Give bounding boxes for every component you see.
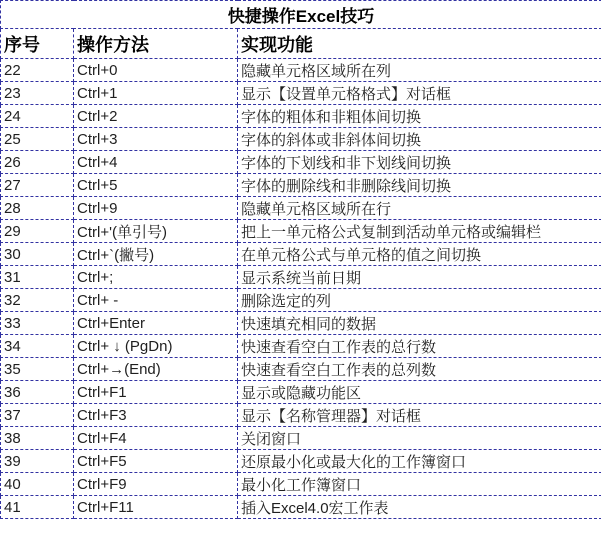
shortcut-cell: Ctrl+Enter (74, 312, 238, 335)
function-cell: 快速填充相同的数据 (238, 312, 601, 335)
row-index-cell: 32 (1, 289, 74, 312)
function-cell: 关闭窗口 (238, 427, 601, 450)
table-row (1, 105, 601, 128)
row-index-cell: 29 (1, 220, 74, 243)
header-row (1, 29, 601, 59)
shortcut-cell: Ctrl+5 (74, 174, 238, 197)
row-index-cell: 24 (1, 105, 74, 128)
row-index-cell: 25 (1, 128, 74, 151)
row-index-cell: 38 (1, 427, 74, 450)
function-cell: 字体的下划线和非下划线间切换 (238, 151, 601, 174)
header-index: 序号 (1, 29, 74, 59)
function-cell: 显示【设置单元格格式】对话框 (238, 82, 601, 105)
shortcut-cell: Ctrl+; (74, 266, 238, 289)
table-row (1, 197, 601, 220)
table-row (1, 151, 601, 174)
function-cell: 字体的粗体和非粗体间切换 (238, 105, 601, 128)
table-row (1, 82, 601, 105)
row-index-cell: 37 (1, 404, 74, 427)
table-row (1, 289, 601, 312)
table-row (1, 266, 601, 289)
shortcut-cell: Ctrl+→(End) (74, 358, 238, 381)
row-index-cell: 35 (1, 358, 74, 381)
row-index-cell: 26 (1, 151, 74, 174)
row-index-cell: 30 (1, 243, 74, 266)
function-cell: 插入Excel4.0宏工作表 (238, 496, 601, 519)
function-cell: 隐藏单元格区域所在行 (238, 197, 601, 220)
row-index-cell: 28 (1, 197, 74, 220)
shortcut-cell: Ctrl+0 (74, 59, 238, 82)
table-row (1, 381, 601, 404)
table-row (1, 450, 601, 473)
row-index-cell: 22 (1, 59, 74, 82)
table-body (1, 1, 601, 519)
table-row (1, 473, 601, 496)
function-cell: 最小化工作簿窗口 (238, 473, 601, 496)
function-cell: 还原最小化或最大化的工作簿窗口 (238, 450, 601, 473)
row-index-cell: 31 (1, 266, 74, 289)
row-index-cell: 39 (1, 450, 74, 473)
function-cell: 快速查看空白工作表的总列数 (238, 358, 601, 381)
table-row (1, 59, 601, 82)
function-cell: 字体的斜体或非斜体间切换 (238, 128, 601, 151)
table-title: 快捷操作Excel技巧 (1, 1, 601, 29)
shortcut-cell: Ctrl+F9 (74, 473, 238, 496)
function-cell: 显示【名称管理器】对话框 (238, 404, 601, 427)
table-row (1, 220, 601, 243)
header-method: 操作方法 (74, 29, 238, 59)
function-cell: 显示系统当前日期 (238, 266, 601, 289)
shortcut-cell: Ctrl+F3 (74, 404, 238, 427)
table-row (1, 358, 601, 381)
table-row (1, 404, 601, 427)
shortcut-cell: Ctrl+`(撇号) (74, 243, 238, 266)
header-function: 实现功能 (238, 29, 601, 59)
shortcut-cell: Ctrl+9 (74, 197, 238, 220)
shortcut-cell: Ctrl+F1 (74, 381, 238, 404)
row-index-cell: 34 (1, 335, 74, 358)
table-row (1, 335, 601, 358)
row-index-cell: 27 (1, 174, 74, 197)
function-cell: 把上一单元格公式复制到活动单元格或编辑栏 (238, 220, 601, 243)
shortcut-cell: Ctrl+1 (74, 82, 238, 105)
row-index-cell: 33 (1, 312, 74, 335)
shortcut-cell: Ctrl+4 (74, 151, 238, 174)
shortcut-cell: Ctrl+ ↓ (PgDn) (74, 335, 238, 358)
table-row (1, 496, 601, 519)
row-index-cell: 40 (1, 473, 74, 496)
shortcut-cell: Ctrl+'(单引号) (74, 220, 238, 243)
row-index-cell: 23 (1, 82, 74, 105)
table-row (1, 312, 601, 335)
row-index-cell: 41 (1, 496, 74, 519)
shortcut-cell: Ctrl+ - (74, 289, 238, 312)
table-row (1, 427, 601, 450)
table-row (1, 174, 601, 197)
function-cell: 隐藏单元格区域所在列 (238, 59, 601, 82)
shortcut-cell: Ctrl+F11 (74, 496, 238, 519)
function-cell: 字体的删除线和非删除线间切换 (238, 174, 601, 197)
shortcut-cell: Ctrl+3 (74, 128, 238, 151)
function-cell: 删除选定的列 (238, 289, 601, 312)
function-cell: 显示或隐藏功能区 (238, 381, 601, 404)
table-row (1, 128, 601, 151)
shortcut-cell: Ctrl+F4 (74, 427, 238, 450)
shortcut-cell: Ctrl+2 (74, 105, 238, 128)
function-cell: 快速查看空白工作表的总行数 (238, 335, 601, 358)
shortcut-cell: Ctrl+F5 (74, 450, 238, 473)
title-row (1, 1, 601, 29)
row-index-cell: 36 (1, 381, 74, 404)
function-cell: 在单元格公式与单元格的值之间切换 (238, 243, 601, 266)
table-row (1, 243, 601, 266)
